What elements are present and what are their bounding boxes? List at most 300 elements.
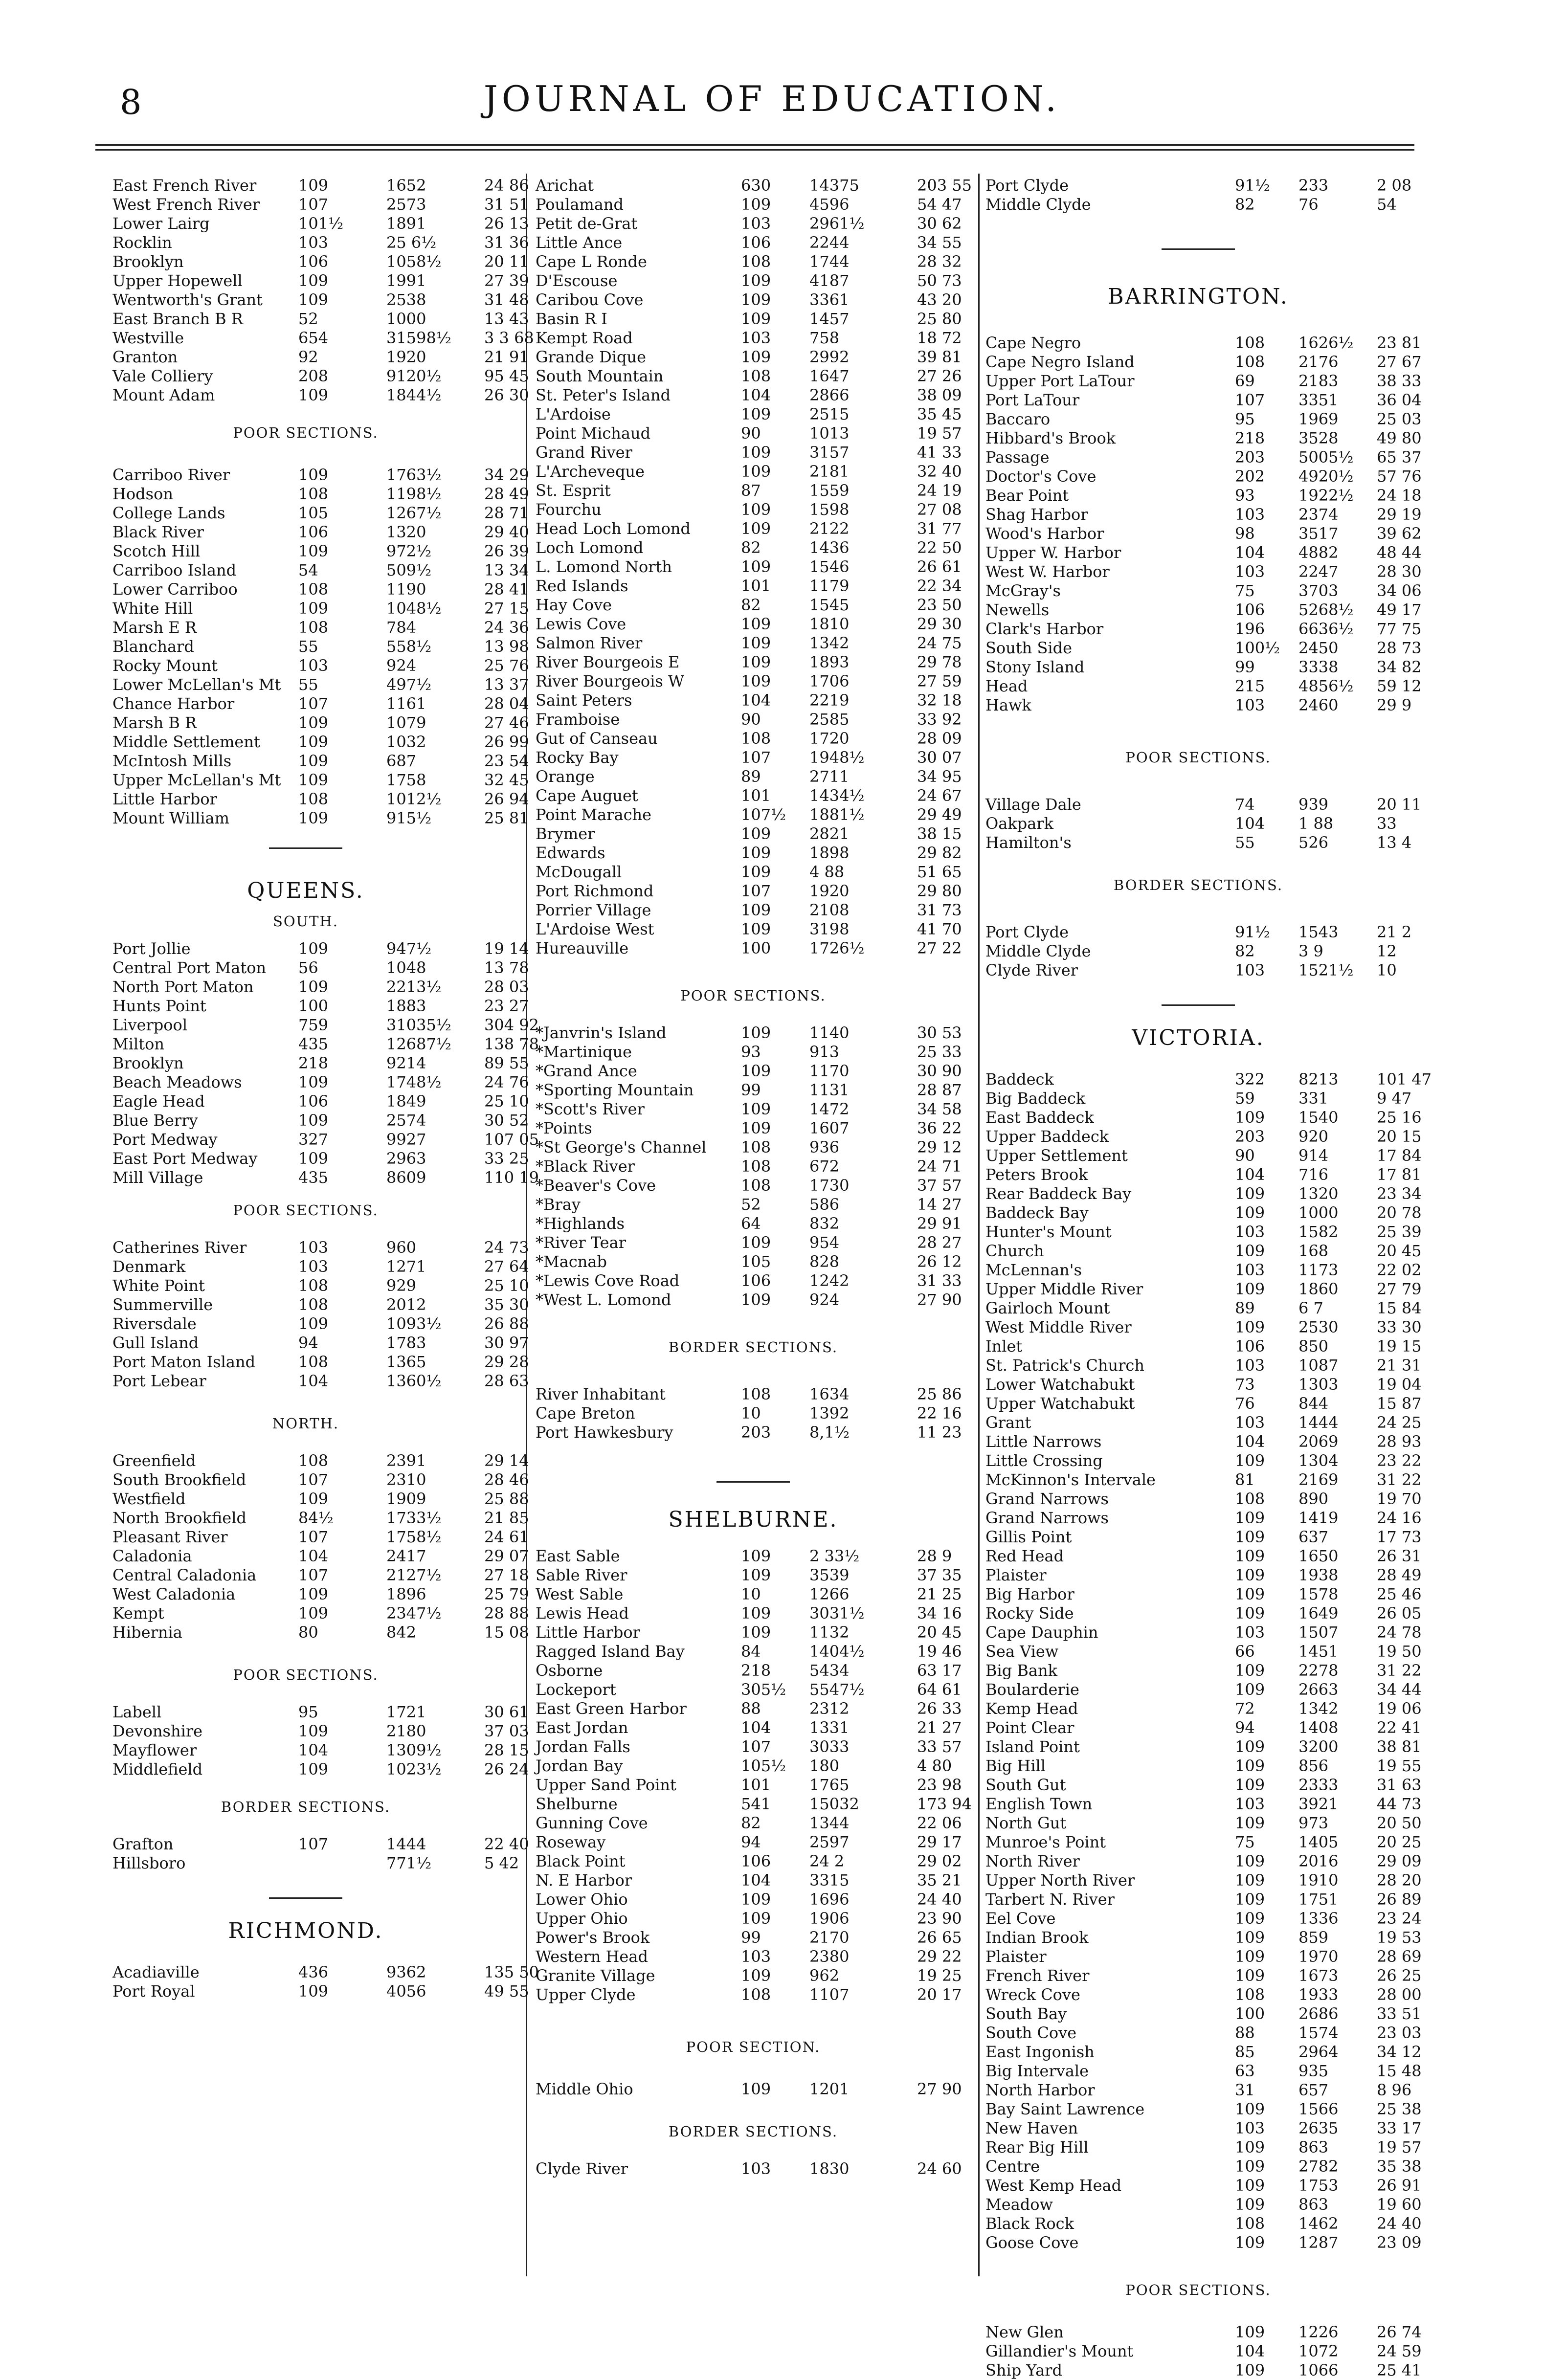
attendance-value: 1000 (1298, 1203, 1339, 1222)
grant-amount: 27 39 (484, 271, 529, 290)
section-name: Jordan Falls (536, 1737, 630, 1756)
table-row (112, 1741, 529, 1760)
table-row (985, 1680, 1422, 1699)
enrollment-value: 99 (741, 1081, 761, 1099)
enrollment-value: 108 (741, 252, 771, 271)
attendance-value: 15032 (809, 1795, 859, 1813)
section-name: Hawk (985, 696, 1031, 714)
attendance-value: 1140 (809, 1023, 850, 1042)
enrollment-value: 435 (298, 1035, 329, 1053)
attendance-value: 1540 (1298, 1108, 1339, 1127)
grant-amount: 13 98 (484, 637, 529, 656)
enrollment-value: 81 (1235, 1470, 1255, 1489)
table-row (985, 1604, 1422, 1623)
attendance-value: 4 88 (809, 863, 845, 881)
enrollment-value: 94 (1235, 1718, 1255, 1737)
section-name: *Scott's River (536, 1100, 645, 1118)
enrollment-value: 103 (1235, 1623, 1265, 1642)
enrollment-value: 109 (1235, 1242, 1265, 1260)
section-name: South Side (985, 639, 1073, 657)
section-name: Little Ance (536, 233, 623, 252)
attendance-value: 2310 (386, 1470, 426, 1489)
enrollment-value: 64 (741, 1214, 761, 1233)
table-row (536, 1852, 971, 1871)
grant-amount: 24 59 (1377, 2342, 1422, 2360)
enrollment-value: 74 (1235, 795, 1255, 814)
section-name: Brymer (536, 824, 595, 843)
section-name: Middle Clyde (985, 195, 1091, 214)
county-heading: RICHMOND. (228, 1918, 383, 1943)
attendance-value: 924 (809, 1290, 840, 1309)
attendance-value: 1093½ (386, 1314, 442, 1333)
grant-amount: 20 17 (917, 1985, 962, 2004)
attendance-value: 1647 (809, 367, 850, 385)
attendance-value: 9362 (386, 1963, 426, 1981)
enrollment-value: 98 (1235, 524, 1255, 543)
attendance-value: 1543 (1298, 923, 1339, 941)
grant-amount: 27 26 (917, 367, 962, 385)
enrollment-value: 218 (741, 1661, 771, 1680)
section-name: Orange (536, 767, 595, 786)
grant-amount: 10 (1377, 961, 1397, 979)
attendance-value: 1023½ (386, 1760, 442, 1779)
section-name: Stony Island (985, 658, 1085, 676)
section-name: South Cove (985, 2024, 1077, 2042)
section-name: Little Crossing (985, 1451, 1103, 1470)
column-1 (112, 176, 539, 2001)
grant-amount: 26 94 (484, 790, 529, 808)
attendance-value: 1132 (809, 1623, 850, 1642)
enrollment-value: 109 (741, 844, 771, 862)
enrollment-value: 109 (1235, 1814, 1265, 1832)
enrollment-value: 104 (741, 1718, 771, 1737)
table-row (985, 1642, 1422, 1661)
section-name: Carriboo River (112, 466, 230, 484)
table-row (536, 939, 971, 958)
table-row (985, 2081, 1411, 2100)
enrollment-value: 109 (741, 1547, 771, 1565)
header-rule-bottom (95, 149, 1414, 151)
table-row (536, 405, 971, 424)
grant-amount: 24 67 (917, 786, 962, 805)
section-name: Grande Dique (536, 348, 647, 366)
section-name: Labell (112, 1703, 162, 1721)
table-row (536, 1585, 971, 1604)
attendance-value: 2180 (386, 1722, 426, 1740)
attendance-value: 1342 (1298, 1699, 1339, 1718)
enrollment-value: 107 (741, 748, 771, 767)
grant-amount: 19 53 (1377, 1928, 1422, 1947)
attendance-value: 1303 (1298, 1375, 1339, 1394)
grant-amount: 13 37 (484, 675, 529, 694)
grant-amount: 19 04 (1377, 1375, 1422, 1394)
section-name: South Bay (985, 2004, 1067, 2023)
attendance-value: 2417 (386, 1547, 426, 1565)
section-name: L. Lomond North (536, 557, 672, 576)
section-name: South Brookfield (112, 1470, 246, 1489)
section-name: Grand River (536, 443, 632, 462)
enrollment-value: 103 (1235, 1795, 1265, 1813)
table-row (985, 601, 1422, 620)
attendance-value: 2963 (386, 1149, 426, 1168)
grant-amount: 35 38 (1377, 2157, 1422, 2176)
page-header (0, 0, 1544, 147)
enrollment-value: 90 (741, 710, 761, 729)
enrollment-value: 104 (1235, 814, 1265, 833)
table-row (985, 1623, 1422, 1642)
table-row (112, 713, 529, 733)
table-row (985, 391, 1422, 410)
grant-amount: 29 30 (917, 615, 962, 633)
section-name: West Kemp Head (985, 2176, 1122, 2195)
table-row (985, 795, 1422, 814)
table-row (536, 653, 971, 672)
grant-amount: 30 97 (484, 1334, 529, 1352)
grant-amount: 28 88 (484, 1604, 529, 1623)
enrollment-value: 106 (298, 252, 329, 271)
table-row (112, 523, 529, 542)
attendance-value: 913 (809, 1043, 840, 1061)
section-name: Scotch Hill (112, 542, 201, 560)
enrollment-value: 109 (1235, 1203, 1265, 1222)
section-name: Caribou Cove (536, 290, 644, 309)
table-row (536, 538, 971, 557)
table-row (985, 1375, 1422, 1394)
table-row (112, 176, 529, 195)
table-row (536, 519, 971, 538)
table-row (536, 1680, 971, 1699)
enrollment-value: 103 (1235, 1413, 1265, 1432)
grant-amount: 37 35 (917, 1566, 962, 1584)
grant-amount: 20 45 (1377, 1242, 1422, 1260)
attendance-value: 1881½ (809, 805, 865, 824)
section-name: Church (985, 1242, 1044, 1260)
attendance-value: 1721 (386, 1703, 426, 1721)
grant-amount: 28 00 (1377, 1985, 1422, 2004)
attendance-value: 1938 (1298, 1566, 1339, 1584)
grant-amount: 13 4 (1377, 833, 1412, 852)
attendance-value: 3315 (809, 1871, 850, 1890)
section-name: Grand Narrows (985, 1509, 1109, 1527)
table-row (536, 1547, 971, 1566)
grant-amount: 95 45 (484, 367, 529, 385)
enrollment-value: 109 (741, 1966, 771, 1985)
section-name: South Mountain (536, 367, 664, 385)
table-row (536, 710, 971, 729)
attendance-value: 1922½ (1298, 486, 1354, 505)
enrollment-value: 108 (1235, 1985, 1265, 2004)
attendance-value: 3361 (809, 290, 850, 309)
table-row (112, 348, 529, 367)
section-name: Port Lebear (112, 1372, 206, 1390)
section-name: Lockeport (536, 1680, 616, 1699)
table-row (985, 372, 1422, 391)
enrollment-value: 109 (298, 290, 329, 309)
table-row (536, 481, 971, 500)
enrollment-value: 104 (741, 386, 771, 404)
grant-amount: 30 62 (917, 214, 962, 233)
section-name: *West L. Lomond (536, 1290, 671, 1309)
enrollment-value: 104 (741, 691, 771, 710)
section-name: Port Hawkesbury (536, 1423, 673, 1442)
grant-amount: 27 08 (917, 500, 962, 519)
grant-amount: 33 17 (1377, 2119, 1422, 2137)
table-row (985, 1795, 1422, 1814)
grant-amount: 37 03 (484, 1722, 529, 1740)
enrollment-value: 109 (298, 939, 329, 958)
enrollment-value: 88 (741, 1699, 761, 1718)
grant-amount: 33 92 (917, 710, 962, 729)
enrollment-value: 69 (1235, 372, 1255, 390)
section-name: Big Harbor (985, 1585, 1074, 1603)
table-row (536, 577, 971, 596)
enrollment-value: 55 (298, 637, 318, 656)
section-name: Munroe's Point (985, 1833, 1106, 1851)
grant-amount: 26 39 (484, 542, 529, 560)
table-row (985, 620, 1422, 639)
enrollment-value: 107 (298, 195, 329, 214)
section-name: Bay Saint Lawrence (985, 2100, 1145, 2118)
attendance-value: 924 (386, 656, 417, 675)
enrollment-value: 108 (741, 367, 771, 385)
section-name: *Highlands (536, 1214, 625, 1233)
section-name: Gillis Point (985, 1528, 1072, 1546)
section-name: Salmon River (536, 634, 643, 652)
table-row (112, 997, 529, 1016)
attendance-value: 1161 (386, 694, 426, 713)
attendance-value: 2821 (809, 824, 850, 843)
section-name: French River (985, 1966, 1090, 1985)
grant-amount: 23 03 (1377, 2024, 1422, 2042)
grant-amount: 26 65 (917, 1928, 962, 1947)
grant-amount: 29 78 (917, 653, 962, 671)
table-row (536, 920, 971, 939)
grant-amount: 29 22 (917, 1947, 962, 1966)
enrollment-value: 107 (298, 1835, 329, 1853)
table-row (985, 353, 1422, 372)
table-row (985, 1985, 1422, 2004)
grant-amount: 12 (1377, 942, 1397, 960)
section-name: Cape L Ronde (536, 252, 647, 271)
enrollment-value: 31 (1235, 2081, 1255, 2099)
table-row (536, 1871, 971, 1890)
table-row (112, 637, 529, 656)
grant-amount: 38 09 (917, 386, 962, 404)
attendance-value: 1365 (386, 1353, 426, 1371)
grant-amount: 15 48 (1377, 2062, 1422, 2080)
enrollment-value: 55 (1235, 833, 1255, 852)
enrollment-value: 10 (741, 1585, 761, 1603)
attendance-value: 1344 (809, 1814, 850, 1832)
section-name: *Bray (536, 1195, 581, 1214)
header-rule-top (95, 144, 1414, 146)
table-row (985, 1223, 1422, 1242)
enrollment-value: 630 (741, 176, 771, 195)
table-row (985, 429, 1422, 448)
section-name: North Gut (985, 1814, 1067, 1832)
enrollment-value: 109 (741, 443, 771, 462)
section-name: Grafton (112, 1835, 174, 1853)
section-name: Cape Auguet (536, 786, 638, 805)
grant-amount: 29 17 (917, 1833, 962, 1851)
grant-amount: 36 04 (1377, 391, 1422, 409)
enrollment-value: 109 (1235, 1890, 1265, 1909)
attendance-value: 828 (809, 1252, 840, 1271)
section-name: Island Point (985, 1737, 1080, 1756)
grant-amount: 30 52 (484, 1111, 529, 1130)
grant-amount: 31 22 (1377, 1470, 1422, 1489)
attendance-value: 2219 (809, 691, 850, 710)
enrollment-value: 759 (298, 1016, 329, 1034)
enrollment-value: 109 (298, 176, 329, 195)
enrollment-value: 109 (298, 752, 329, 770)
attendance-value: 850 (1298, 1337, 1329, 1356)
attendance-value: 5005½ (1298, 448, 1354, 467)
table-row (536, 1699, 971, 1718)
grant-amount: 19 55 (1377, 1757, 1422, 1775)
table-row (112, 809, 529, 828)
attendance-value: 1830 (809, 2159, 850, 2178)
subsection-heading: BORDER SECTIONS. (668, 1339, 838, 1356)
enrollment-value: 75 (1235, 581, 1255, 600)
section-name: Hillsboro (112, 1854, 186, 1872)
enrollment-value: 108 (1235, 2214, 1265, 2233)
attendance-value: 4920½ (1298, 467, 1354, 486)
grant-amount: 17 81 (1377, 1165, 1422, 1184)
grant-amount: 32 40 (917, 462, 962, 481)
grant-amount: 35 30 (484, 1295, 529, 1314)
enrollment-value: 436 (298, 1963, 329, 1981)
table-row (985, 2157, 1422, 2176)
grant-amount: 19 25 (917, 1966, 962, 1985)
section-name: Denmark (112, 1257, 186, 1276)
attendance-value: 1087 (1298, 1356, 1339, 1375)
grant-amount: 15 87 (1377, 1394, 1422, 1413)
enrollment-value: 108 (741, 1176, 771, 1195)
section-name: Bear Point (985, 486, 1069, 505)
table-row (536, 767, 971, 786)
table-row (985, 1566, 1422, 1585)
grant-amount: 20 25 (1377, 1833, 1422, 1851)
section-name: Osborne (536, 1661, 603, 1680)
grant-amount: 34 12 (1377, 2043, 1422, 2061)
enrollment-value: 82 (1235, 195, 1255, 214)
section-name: Head Loch Lomond (536, 519, 691, 538)
grant-amount: 31 33 (917, 1271, 962, 1290)
enrollment-value: 109 (1235, 1547, 1265, 1565)
attendance-value: 1650 (1298, 1547, 1339, 1565)
table-row (536, 615, 971, 634)
grant-amount: 23 34 (1377, 1184, 1422, 1203)
section-name: Brooklyn (112, 1054, 184, 1072)
attendance-value: 2176 (1298, 353, 1339, 371)
enrollment-value: 109 (741, 615, 771, 633)
table-row (985, 1203, 1422, 1223)
section-name: Gairloch Mount (985, 1299, 1110, 1317)
grant-amount: 31 48 (484, 290, 529, 309)
enrollment-value: 108 (1235, 334, 1265, 352)
enrollment-value: 106 (741, 1852, 771, 1870)
grant-amount: 24 73 (484, 1238, 529, 1257)
grant-amount: 43 20 (917, 290, 962, 309)
section-name: Plaister (985, 1566, 1047, 1584)
table-row (985, 1451, 1422, 1470)
section-name: North River (985, 1852, 1080, 1870)
enrollment-value: 82 (1235, 942, 1255, 960)
attendance-value: 8213 (1298, 1070, 1339, 1089)
enrollment-value: 91½ (1235, 923, 1270, 941)
table-row (985, 1413, 1422, 1432)
grant-amount: 51 65 (917, 863, 962, 881)
enrollment-value: 93 (1235, 486, 1255, 505)
table-row (985, 581, 1422, 601)
attendance-value: 8609 (386, 1168, 426, 1187)
attendance-value: 9214 (386, 1054, 426, 1072)
attendance-value: 1 88 (1298, 814, 1334, 833)
section-name: Lower McLellan's Mt (112, 675, 281, 694)
attendance-value: 2992 (809, 348, 850, 366)
section-name: New Glen (985, 2323, 1064, 2341)
table-row (985, 2043, 1422, 2062)
enrollment-value: 103 (1235, 696, 1265, 714)
enrollment-value: 109 (741, 290, 771, 309)
enrollment-value: 91½ (1235, 176, 1270, 195)
grant-amount: 28 49 (1377, 1566, 1422, 1584)
enrollment-value: 109 (1235, 1852, 1265, 1870)
section-name: Clyde River (985, 961, 1078, 979)
grant-amount: 25 33 (917, 1043, 962, 1061)
attendance-value: 1271 (386, 1257, 426, 1276)
attendance-value: 3517 (1298, 524, 1339, 543)
grant-amount: 34 82 (1377, 658, 1422, 676)
section-name: East Ingonish (985, 2043, 1095, 2061)
table-row (112, 1963, 539, 1982)
enrollment-value: 108 (298, 485, 329, 503)
table-row (112, 656, 529, 675)
grant-amount: 26 24 (484, 1760, 529, 1779)
attendance-value: 1763½ (386, 466, 442, 484)
attendance-value: 863 (1298, 2195, 1329, 2214)
attendance-value: 2686 (1298, 2004, 1339, 2023)
attendance-value: 1012½ (386, 790, 442, 808)
table-row (536, 2080, 971, 2099)
grant-amount: 38 81 (1377, 1737, 1422, 1756)
grant-amount: 19 50 (1377, 1642, 1422, 1661)
grant-amount: 33 30 (1377, 1318, 1422, 1336)
enrollment-value: 109 (298, 1111, 329, 1130)
grant-amount: 20 78 (1377, 1203, 1422, 1222)
grant-amount: 32 45 (484, 771, 529, 789)
attendance-value: 1320 (1298, 1184, 1339, 1203)
section-name: Western Head (536, 1947, 648, 1966)
section-name: East Port Medway (112, 1149, 258, 1168)
grant-amount: 29 02 (917, 1852, 962, 1870)
table-row (536, 329, 971, 348)
table-row (985, 1776, 1422, 1795)
table-row (536, 1928, 971, 1947)
section-name: Cape Dauphin (985, 1623, 1098, 1642)
enrollment-value: 109 (1235, 2323, 1265, 2341)
section-name: Upper Ohio (536, 1909, 628, 1928)
enrollment-value: 63 (1235, 2062, 1255, 2080)
attendance-value: 2181 (809, 462, 850, 481)
enrollment-value: 109 (298, 771, 329, 789)
attendance-value: 1696 (809, 1890, 850, 1909)
section-name: Gut of Canseau (536, 729, 658, 748)
attendance-value: 1107 (809, 1985, 850, 2004)
attendance-value: 2127½ (386, 1566, 442, 1584)
enrollment-value: 218 (1235, 429, 1265, 447)
